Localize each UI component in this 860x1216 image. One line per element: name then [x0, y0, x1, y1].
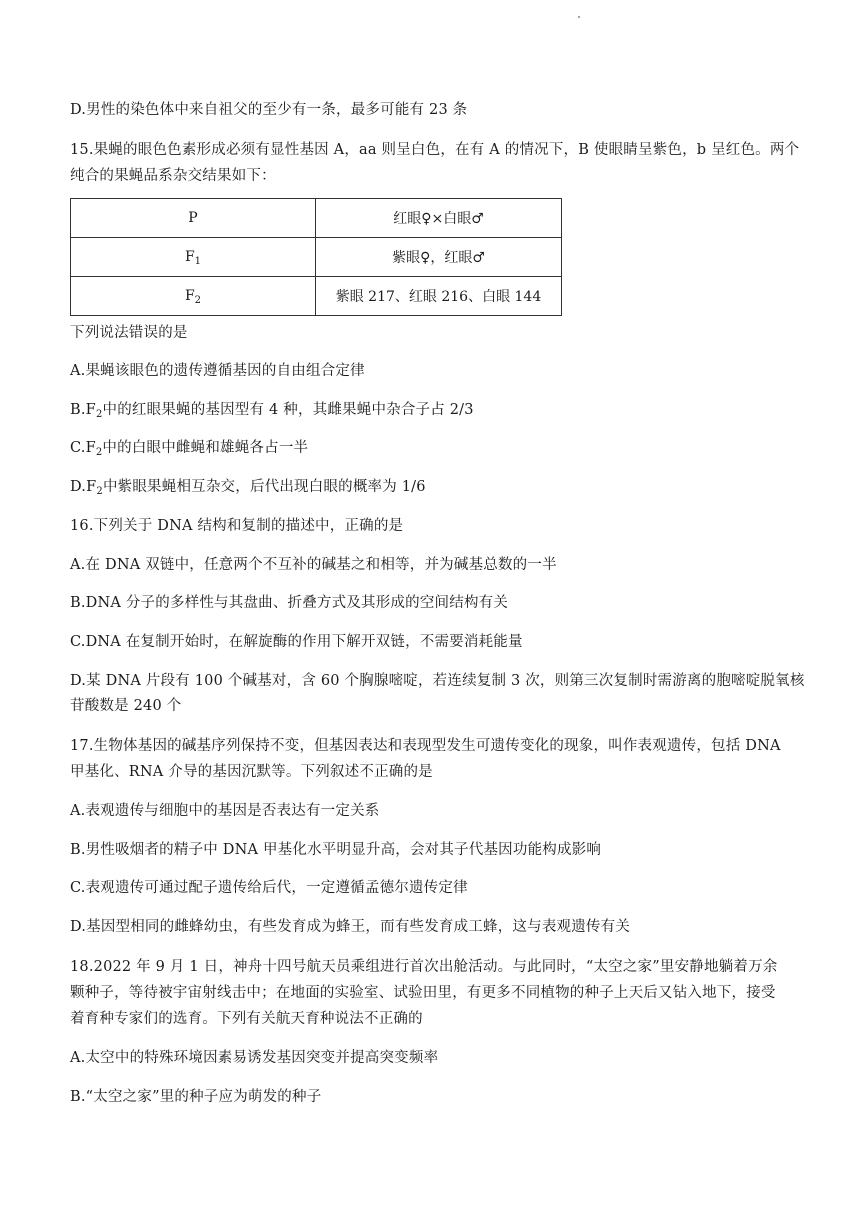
- q18-stem-line1: 18.2022 年 9 月 1 日，神舟十四号航天员乘组进行首次出舱活动。与此同时，“太空之家”里安静地躺着万余: [70, 959, 778, 975]
- q14-option-d: D.男性的染色体中来自祖父的至少有一条，最多可能有 23 条: [70, 102, 468, 118]
- q17-stem-line1: 17.生物体基因的碱基序列保持不变，但基因表达和表现型发生可遗传变化的现象，叫作表观遗传，包括 DNA: [70, 738, 781, 754]
- table-cell-phenotype: 紫眼 217、红眼 216、白眼 144: [316, 277, 562, 316]
- q18-option-a: A.太空中的特殊环境因素易诱发基因突变并提高突变频率: [70, 1050, 439, 1066]
- q15-stem-line1: 15.果蝇的眼色色素形成必须有显性基因 A，aa 则呈白色，在有 A 的情况下，B 使眼睛呈紫色，b 呈红色。两个: [70, 142, 800, 158]
- q16-option-b: B.DNA 分子的多样性与其盘曲、折叠方式及其形成的空间结构有关: [70, 595, 509, 611]
- table-cell-phenotype: 紫眼♀，红眼♂: [316, 238, 562, 277]
- q15-option-c: $C.F_2$中的白眼中雌蝇和雄蝇各占一半: [70, 440, 309, 458]
- table-row: [71, 238, 562, 277]
- table-row: [71, 199, 562, 238]
- q15-option-d: $D.F_2$中紫眼果蝇相互杂交，后代出现白眼的概率为 1/6: [70, 479, 426, 497]
- q16-option-c: C.DNA 在复制开始时，在解旋酶的作用下解开双链，不需要消耗能量: [70, 634, 523, 650]
- q18-stem-line2: 颗种子，等待被宇宙射线击中；在地面的实验室、试验田里，有更多不同植物的种子上天后又钻入地下，接受: [70, 985, 776, 1001]
- q17-option-b: B.男性吸烟者的精子中 DNA 甲基化水平明显升高，会对其子代基因功能构成影响: [70, 842, 602, 858]
- q18-stem-line3: 着育种专家们的选育。下列有关航天育种说法不正确的: [70, 1011, 423, 1027]
- q17-option-c: C.表观遗传可通过配子遗传给后代，一定遵循孟德尔遗传定律: [70, 880, 468, 896]
- table-cell-generation: $F_1$: [71, 238, 316, 277]
- q15-option-b: $B.F_2$中的红眼果蝇的基因型有 4 种，其雌果蝇中杂合子占 2/3: [70, 402, 474, 420]
- table-cell-generation: $F_2$: [71, 277, 316, 316]
- table-cell-generation: P: [71, 199, 316, 238]
- q16-option-a: A.在 DNA 双链中，任意两个不互补的碱基之和相等，并为碱基总数的一半: [70, 557, 557, 573]
- q16-option-d-line1: D.某 DNA 片段有 100 个碱基对，含 60 个胸腺嘧啶，若连续复制 3 次，则第三次复制时需游离的胞嘧啶脱氧核: [70, 673, 805, 689]
- q15-question: 下列说法错误的是: [70, 325, 188, 341]
- q15-option-a: A.果蝇该眼色的遗传遵循基因的自由组合定律: [70, 363, 365, 379]
- q17-option-d: D.基因型相同的雌蜂幼虫，有些发育成为蜂王，而有些发育成工蜂，这与表观遗传有关: [70, 919, 631, 935]
- cross-result-table: [70, 198, 562, 316]
- q16-option-d-line2: 苷酸数是 240 个: [70, 698, 182, 714]
- q17-stem-line2: 甲基化、RNA 介导的基因沉默等。下列叙述不正确的是: [70, 764, 433, 780]
- q16-stem: 16.下列关于 DNA 结构和复制的描述中，正确的是: [70, 518, 404, 534]
- table-row: [71, 277, 562, 316]
- scan-dot: [578, 16, 580, 18]
- q18-option-b: B.“太空之家”里的种子应为萌发的种子: [70, 1089, 322, 1105]
- q17-option-a: A.表观遗传与细胞中的基因是否表达有一定关系: [70, 803, 380, 819]
- table-cell-phenotype: 红眼♀×白眼♂: [316, 199, 562, 238]
- q15-stem-line2: 纯合的果蝇品系杂交结果如下：: [70, 168, 276, 184]
